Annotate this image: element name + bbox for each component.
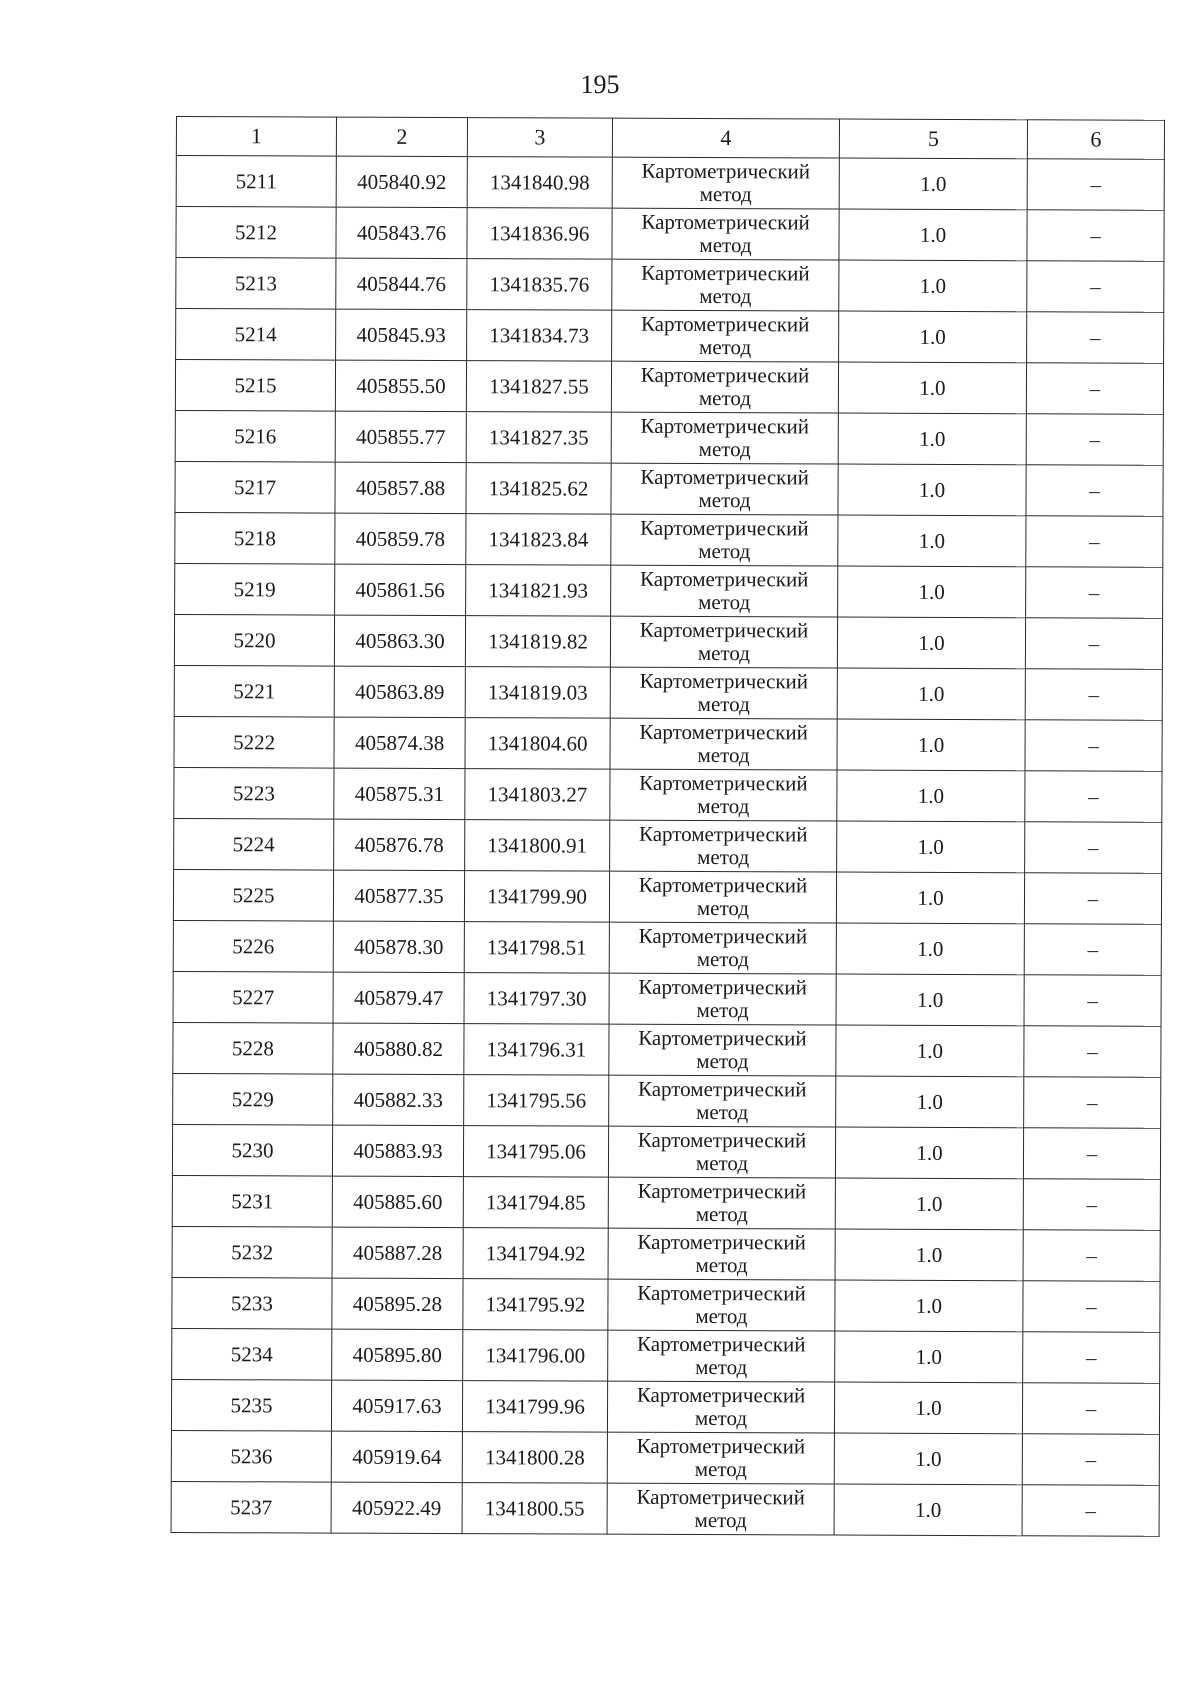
method-line-2: метод bbox=[694, 1508, 747, 1533]
x-coordinate-cell: 405885.60 bbox=[332, 1176, 463, 1228]
method-cell bbox=[608, 1279, 835, 1331]
note-cell: – bbox=[1023, 1128, 1160, 1180]
x-coordinate-cell: 405840.92 bbox=[336, 156, 467, 208]
note-cell: – bbox=[1025, 771, 1162, 823]
x-coordinate-cell: 405895.28 bbox=[332, 1278, 463, 1330]
note-cell: – bbox=[1027, 312, 1164, 364]
accuracy-cell: 1.0 bbox=[838, 413, 1026, 465]
note-cell: – bbox=[1027, 261, 1164, 313]
x-coordinate-cell: 405861.56 bbox=[335, 564, 466, 616]
x-coordinate-cell: 405879.47 bbox=[333, 972, 464, 1024]
y-coordinate-cell: 1341799.96 bbox=[462, 1381, 607, 1433]
method-line-1: Картометрический bbox=[637, 1280, 806, 1306]
method-line-2: метод bbox=[697, 794, 750, 819]
y-coordinate-cell: 1341794.85 bbox=[463, 1177, 608, 1229]
table-row bbox=[175, 563, 1163, 618]
method-line-2: метод bbox=[696, 1100, 749, 1125]
note-cell: – bbox=[1024, 1077, 1161, 1129]
note-cell: – bbox=[1024, 924, 1161, 976]
table-row bbox=[172, 1124, 1160, 1179]
point-number-cell: 5215 bbox=[175, 360, 335, 412]
point-number-cell: 5223 bbox=[174, 767, 334, 819]
accuracy-cell: 1.0 bbox=[834, 1433, 1022, 1485]
note-cell: – bbox=[1027, 210, 1164, 262]
method-cell bbox=[610, 616, 837, 668]
method-cell bbox=[610, 718, 837, 770]
table-row bbox=[173, 1022, 1161, 1077]
point-number-cell: 5220 bbox=[174, 614, 334, 666]
accuracy-cell: 1.0 bbox=[839, 158, 1027, 210]
note-cell: – bbox=[1026, 516, 1163, 568]
table-row bbox=[174, 614, 1162, 669]
method-cell bbox=[611, 361, 838, 413]
method-cell bbox=[608, 1330, 835, 1382]
table-row bbox=[175, 360, 1163, 415]
y-coordinate-cell: 1341803.27 bbox=[465, 769, 610, 821]
accuracy-cell: 1.0 bbox=[835, 1229, 1023, 1281]
y-coordinate-cell: 1341840.98 bbox=[467, 157, 612, 209]
table-header-row bbox=[176, 117, 1164, 160]
table-row bbox=[171, 1430, 1159, 1485]
coordinates-table bbox=[171, 116, 1165, 1537]
x-coordinate-cell: 405855.77 bbox=[335, 411, 466, 463]
accuracy-cell: 1.0 bbox=[838, 515, 1026, 567]
method-line-1: Картометрический bbox=[637, 1127, 807, 1153]
method-line-2: метод bbox=[698, 488, 751, 513]
table-row bbox=[174, 716, 1162, 771]
method-line-2: метод bbox=[695, 1355, 748, 1380]
note-cell: – bbox=[1022, 1485, 1159, 1537]
note-cell: – bbox=[1025, 669, 1162, 721]
point-number-cell: 5214 bbox=[176, 309, 336, 361]
point-number-cell: 5225 bbox=[173, 869, 333, 921]
x-coordinate-cell: 405895.80 bbox=[332, 1329, 463, 1381]
note-cell: – bbox=[1024, 1026, 1161, 1078]
y-coordinate-cell: 1341800.28 bbox=[462, 1432, 607, 1484]
y-coordinate-cell: 1341799.90 bbox=[464, 871, 609, 923]
accuracy-cell: 1.0 bbox=[834, 1484, 1022, 1536]
table-row bbox=[171, 1379, 1159, 1434]
y-coordinate-cell: 1341823.84 bbox=[466, 514, 611, 566]
method-line-2: метод bbox=[696, 998, 749, 1023]
y-coordinate-cell: 1341796.00 bbox=[463, 1330, 608, 1382]
note-cell: – bbox=[1023, 1281, 1160, 1333]
method-line-2: метод bbox=[699, 335, 752, 360]
method-cell bbox=[612, 208, 839, 260]
method-line-1: Картометрический bbox=[640, 464, 809, 490]
method-line-1: Картометрический bbox=[636, 1433, 806, 1459]
table-row bbox=[175, 512, 1163, 567]
table-row bbox=[176, 156, 1164, 211]
y-coordinate-cell: 1341819.82 bbox=[465, 616, 610, 668]
y-coordinate-cell: 1341795.56 bbox=[464, 1075, 609, 1127]
x-coordinate-cell: 405917.63 bbox=[331, 1380, 462, 1432]
method-cell bbox=[608, 1126, 835, 1178]
method-line-2: метод bbox=[696, 1049, 749, 1074]
method-line-1: Картометрический bbox=[641, 158, 811, 184]
note-cell: – bbox=[1026, 567, 1163, 619]
method-line-2: метод bbox=[699, 284, 752, 309]
point-number-cell: 5218 bbox=[175, 512, 335, 564]
accuracy-cell: 1.0 bbox=[835, 1331, 1023, 1383]
method-line-2: метод bbox=[695, 1304, 748, 1329]
method-cell bbox=[609, 1075, 836, 1127]
point-number-cell: 5236 bbox=[171, 1430, 331, 1482]
method-line-1: Картометрический bbox=[637, 1076, 807, 1102]
accuracy-cell: 1.0 bbox=[837, 770, 1025, 822]
method-line-2: метод bbox=[695, 1253, 748, 1278]
method-line-1: Картометрический bbox=[638, 872, 808, 898]
accuracy-cell: 1.0 bbox=[836, 923, 1024, 975]
method-line-2: метод bbox=[695, 1202, 748, 1227]
table-row bbox=[171, 1481, 1159, 1536]
accuracy-cell: 1.0 bbox=[839, 311, 1027, 363]
method-cell bbox=[608, 1177, 835, 1229]
method-line-1: Картометрический bbox=[640, 413, 810, 439]
page-number: 195 bbox=[580, 70, 620, 99]
method-line-2: метод bbox=[699, 233, 752, 258]
method-cell bbox=[609, 922, 836, 974]
x-coordinate-cell: 405880.82 bbox=[333, 1023, 464, 1075]
y-coordinate-cell: 1341825.62 bbox=[466, 463, 611, 515]
method-line-2: метод bbox=[698, 437, 751, 462]
accuracy-cell: 1.0 bbox=[835, 1178, 1023, 1230]
point-number-cell: 5211 bbox=[176, 156, 336, 208]
point-number-cell: 5222 bbox=[174, 716, 334, 768]
point-number-cell: 5233 bbox=[172, 1277, 332, 1329]
column-header-4: 4 bbox=[612, 118, 839, 158]
method-cell bbox=[610, 769, 837, 821]
table-row bbox=[176, 207, 1164, 262]
x-coordinate-cell: 405875.31 bbox=[334, 768, 465, 820]
table-row bbox=[173, 1073, 1161, 1128]
method-cell bbox=[612, 259, 839, 311]
method-cell bbox=[611, 565, 838, 617]
method-line-2: метод bbox=[697, 743, 750, 768]
point-number-cell: 5229 bbox=[173, 1073, 333, 1125]
y-coordinate-cell: 1341835.76 bbox=[467, 259, 612, 311]
method-cell bbox=[608, 1228, 835, 1280]
method-line-1: Картометрический bbox=[639, 668, 809, 694]
note-cell: – bbox=[1023, 1179, 1160, 1231]
accuracy-cell: 1.0 bbox=[836, 1076, 1024, 1128]
method-line-1: Картометрический bbox=[638, 923, 808, 949]
method-cell bbox=[609, 1024, 836, 1076]
accuracy-cell: 1.0 bbox=[836, 1025, 1024, 1077]
note-cell: – bbox=[1022, 1434, 1159, 1486]
point-number-cell: 5213 bbox=[176, 258, 336, 310]
y-coordinate-cell: 1341804.60 bbox=[465, 718, 610, 770]
point-number-cell: 5228 bbox=[173, 1022, 333, 1074]
accuracy-cell: 1.0 bbox=[838, 566, 1026, 618]
note-cell: – bbox=[1025, 822, 1162, 874]
table-row bbox=[173, 869, 1161, 924]
y-coordinate-cell: 1341819.03 bbox=[465, 667, 610, 719]
accuracy-cell: 1.0 bbox=[837, 668, 1025, 720]
accuracy-cell: 1.0 bbox=[837, 821, 1025, 873]
method-cell bbox=[611, 514, 838, 566]
point-number-cell: 5226 bbox=[173, 920, 333, 972]
note-cell: – bbox=[1022, 1383, 1159, 1435]
y-coordinate-cell: 1341794.92 bbox=[463, 1228, 608, 1280]
column-header-2: 2 bbox=[336, 117, 467, 157]
point-number-cell: 5227 bbox=[173, 971, 333, 1023]
x-coordinate-cell: 405887.28 bbox=[332, 1227, 463, 1279]
table-row bbox=[172, 1277, 1160, 1332]
x-coordinate-cell: 405857.88 bbox=[335, 462, 466, 514]
method-line-1: Картометрический bbox=[638, 1025, 807, 1051]
note-cell: – bbox=[1025, 720, 1162, 772]
x-coordinate-cell: 405882.33 bbox=[333, 1074, 464, 1126]
method-cell bbox=[609, 973, 836, 1025]
method-line-2: метод bbox=[696, 947, 749, 972]
accuracy-cell: 1.0 bbox=[834, 1382, 1022, 1434]
x-coordinate-cell: 405863.89 bbox=[334, 666, 465, 718]
method-cell bbox=[607, 1432, 834, 1484]
method-line-1: Картометрический bbox=[640, 515, 809, 541]
point-number-cell: 5221 bbox=[174, 665, 334, 717]
method-line-2: метод bbox=[695, 1151, 749, 1176]
note-cell: – bbox=[1027, 159, 1164, 211]
note-cell: – bbox=[1025, 618, 1162, 670]
method-cell bbox=[612, 157, 839, 209]
table-row bbox=[174, 767, 1162, 822]
accuracy-cell: 1.0 bbox=[836, 974, 1024, 1026]
x-coordinate-cell: 405878.30 bbox=[333, 921, 464, 973]
point-number-cell: 5224 bbox=[174, 818, 334, 870]
point-number-cell: 5237 bbox=[171, 1481, 331, 1533]
x-coordinate-cell: 405919.64 bbox=[331, 1431, 462, 1483]
column-header-6: 6 bbox=[1027, 120, 1164, 160]
method-line-1: Картометрический bbox=[637, 1178, 807, 1204]
y-coordinate-cell: 1341795.06 bbox=[463, 1126, 608, 1178]
method-line-1: Картометрический bbox=[639, 566, 809, 592]
y-coordinate-cell: 1341800.91 bbox=[465, 820, 610, 872]
point-number-cell: 5217 bbox=[175, 461, 335, 513]
point-number-cell: 5216 bbox=[175, 410, 335, 462]
accuracy-cell: 1.0 bbox=[837, 719, 1025, 771]
method-line-1: Картометрический bbox=[640, 362, 810, 388]
point-number-cell: 5231 bbox=[172, 1175, 332, 1227]
column-header-1: 1 bbox=[176, 117, 336, 157]
table-row bbox=[176, 258, 1164, 313]
y-coordinate-cell: 1341798.51 bbox=[464, 922, 609, 974]
method-line-2: метод bbox=[694, 1406, 748, 1431]
method-cell bbox=[611, 412, 838, 464]
method-line-2: метод bbox=[697, 692, 750, 717]
method-line-1: Картометрический bbox=[641, 260, 810, 286]
table-row bbox=[174, 818, 1162, 873]
point-number-cell: 5230 bbox=[172, 1124, 332, 1176]
point-number-cell: 5234 bbox=[172, 1328, 332, 1380]
accuracy-cell: 1.0 bbox=[835, 1280, 1023, 1332]
method-cell bbox=[612, 310, 839, 362]
table-row bbox=[174, 665, 1162, 720]
point-number-cell: 5235 bbox=[171, 1379, 331, 1431]
y-coordinate-cell: 1341834.73 bbox=[467, 310, 612, 362]
note-cell: – bbox=[1023, 1332, 1160, 1384]
method-line-1: Картометрический bbox=[639, 770, 808, 796]
x-coordinate-cell: 405855.50 bbox=[335, 360, 466, 412]
method-line-1: Картометрический bbox=[638, 974, 807, 1000]
method-line-2: метод bbox=[696, 896, 750, 921]
point-number-cell: 5219 bbox=[175, 563, 335, 615]
method-line-2: метод bbox=[697, 845, 750, 870]
y-coordinate-cell: 1341797.30 bbox=[464, 973, 609, 1025]
method-cell bbox=[611, 463, 838, 515]
method-cell bbox=[610, 667, 837, 719]
method-line-1: Картометрический bbox=[639, 719, 808, 745]
x-coordinate-cell: 405844.76 bbox=[336, 258, 467, 310]
column-header-3: 3 bbox=[467, 118, 612, 158]
x-coordinate-cell: 405843.76 bbox=[336, 207, 467, 259]
table-body bbox=[171, 156, 1164, 1537]
table-row bbox=[175, 461, 1163, 516]
y-coordinate-cell: 1341827.35 bbox=[466, 412, 611, 464]
column-header-5: 5 bbox=[839, 119, 1027, 159]
table-row bbox=[173, 971, 1161, 1026]
table-row bbox=[172, 1328, 1160, 1383]
method-line-2: метод bbox=[694, 1457, 747, 1482]
accuracy-cell: 1.0 bbox=[838, 362, 1026, 414]
method-cell bbox=[609, 871, 836, 923]
method-cell bbox=[610, 820, 837, 872]
table-row bbox=[172, 1226, 1160, 1281]
method-line-2: метод bbox=[698, 386, 752, 411]
y-coordinate-cell: 1341836.96 bbox=[467, 208, 612, 260]
method-line-2: метод bbox=[698, 590, 751, 615]
method-line-2: метод bbox=[699, 182, 752, 207]
method-line-1: Картометрический bbox=[638, 821, 808, 847]
point-number-cell: 5212 bbox=[176, 207, 336, 259]
x-coordinate-cell: 405876.78 bbox=[334, 819, 465, 871]
x-coordinate-cell: 405845.93 bbox=[336, 309, 467, 361]
accuracy-cell: 1.0 bbox=[837, 617, 1025, 669]
table-row bbox=[176, 309, 1164, 364]
note-cell: – bbox=[1023, 1230, 1160, 1282]
method-line-1: Картометрический bbox=[636, 1382, 806, 1408]
x-coordinate-cell: 405859.78 bbox=[335, 513, 466, 565]
note-cell: – bbox=[1026, 363, 1163, 415]
y-coordinate-cell: 1341800.55 bbox=[462, 1483, 607, 1535]
x-coordinate-cell: 405877.35 bbox=[333, 870, 464, 922]
method-line-1: Картометрический bbox=[641, 209, 810, 235]
x-coordinate-cell: 405922.49 bbox=[331, 1482, 462, 1534]
method-cell bbox=[607, 1483, 834, 1535]
note-cell: – bbox=[1026, 465, 1163, 517]
method-line-1: Картометрический bbox=[640, 311, 810, 337]
x-coordinate-cell: 405883.93 bbox=[332, 1125, 463, 1177]
y-coordinate-cell: 1341821.93 bbox=[466, 565, 611, 617]
accuracy-cell: 1.0 bbox=[838, 464, 1026, 516]
table-row bbox=[172, 1175, 1160, 1230]
method-line-2: метод bbox=[698, 539, 751, 564]
accuracy-cell: 1.0 bbox=[839, 260, 1027, 312]
method-line-2: метод bbox=[697, 641, 751, 666]
method-line-1: Картометрический bbox=[636, 1484, 805, 1510]
accuracy-cell: 1.0 bbox=[836, 872, 1024, 924]
method-cell bbox=[607, 1381, 834, 1433]
y-coordinate-cell: 1341795.92 bbox=[463, 1279, 608, 1331]
method-line-1: Картометрический bbox=[637, 1229, 806, 1255]
method-line-1: Картометрический bbox=[639, 617, 809, 643]
x-coordinate-cell: 405874.38 bbox=[334, 717, 465, 769]
x-coordinate-cell: 405863.30 bbox=[334, 615, 465, 667]
point-number-cell: 5232 bbox=[172, 1226, 332, 1278]
note-cell: – bbox=[1024, 873, 1161, 925]
table-row bbox=[173, 920, 1161, 975]
accuracy-cell: 1.0 bbox=[839, 209, 1027, 261]
table-row bbox=[175, 410, 1163, 465]
note-cell: – bbox=[1024, 975, 1161, 1027]
y-coordinate-cell: 1341827.55 bbox=[466, 361, 611, 413]
y-coordinate-cell: 1341796.31 bbox=[464, 1024, 609, 1076]
note-cell: – bbox=[1026, 414, 1163, 466]
method-line-1: Картометрический bbox=[637, 1331, 806, 1357]
accuracy-cell: 1.0 bbox=[835, 1127, 1023, 1179]
